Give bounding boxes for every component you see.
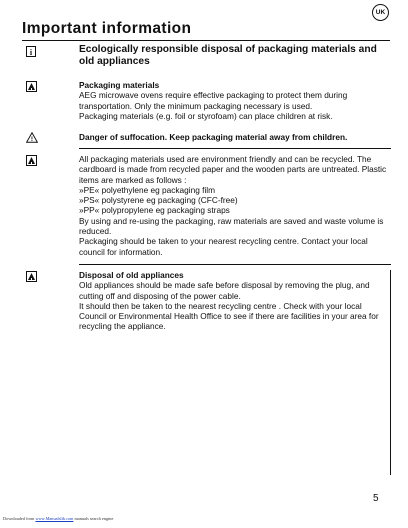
recycling-intro: All packaging materials used are environment friendly and can be recycled. The cardboard is made from recycled paper and the wooden parts are untreated. Plastic items are marked as follows : — [79, 154, 387, 185]
warning-triangle-icon — [26, 132, 38, 143]
leaf-icon — [26, 81, 37, 92]
old-appliances-text-1: Old appliances should be made safe before disposal by removing the plug, and cutting off and disposing of the power cable. — [79, 280, 370, 301]
footer-suffix: manuals search engine — [73, 516, 114, 521]
packaging-heading: Packaging materials — [79, 80, 160, 90]
recycling-outro-2: Packaging should be taken to your nearest recycling centre. Contact your local council for information. — [79, 236, 368, 257]
leaf-icon — [26, 155, 37, 166]
footer-prefix: Downloaded from — [3, 516, 36, 521]
section-divider — [79, 264, 391, 265]
svg-text:i: i — [29, 48, 33, 57]
disposal-heading: Ecologically responsible disposal of packaging materials and old appliances — [79, 44, 377, 67]
plastic-mark-pe: »PE« polyethylene eg packaging film — [79, 184, 216, 195]
suffocation-warning: Danger of suffocation. Keep packaging material away from children. — [79, 132, 348, 142]
info-icon — [26, 46, 36, 57]
leaf-icon — [26, 271, 37, 282]
manualslib-link[interactable]: www.Manualslib.com — [35, 516, 74, 521]
recycling-outro-1: By using and re-using the packaging, raw materials are saved and waste volume is reduced. — [79, 215, 384, 237]
old-appliances-section — [79, 270, 391, 332]
recycling-section — [79, 154, 391, 257]
packaging-section — [79, 80, 391, 121]
download-footer — [3, 516, 113, 521]
title-rule — [22, 40, 390, 41]
page-title: Important information — [22, 20, 192, 37]
old-appliances-heading: Disposal of old appliances — [79, 270, 184, 280]
svg-text:!: ! — [30, 136, 34, 143]
section-divider — [79, 148, 391, 149]
old-appliances-text-2: It should then be taken to the nearest recycling centre . Check with your local Council or Environmental Health Office to see if there are facilities in your area for recycling the appliance. — [79, 300, 379, 332]
packaging-text-1: AEG microwave ovens require effective packaging to protect them during transportation. Only the minimum packaging necessary is used. — [79, 90, 348, 111]
plastic-mark-pp: »PP« polypropylene eg packaging straps — [79, 205, 230, 216]
right-margin-line — [390, 270, 391, 475]
plastic-mark-ps: »PS« polystyrene eg packaging (CFC-free) — [79, 195, 238, 206]
packaging-text-2: Packaging materials (e.g. foil or styrofoam) can place children at risk. — [79, 110, 333, 121]
page-number: 5 — [373, 493, 379, 504]
country-badge: UK — [372, 4, 389, 21]
